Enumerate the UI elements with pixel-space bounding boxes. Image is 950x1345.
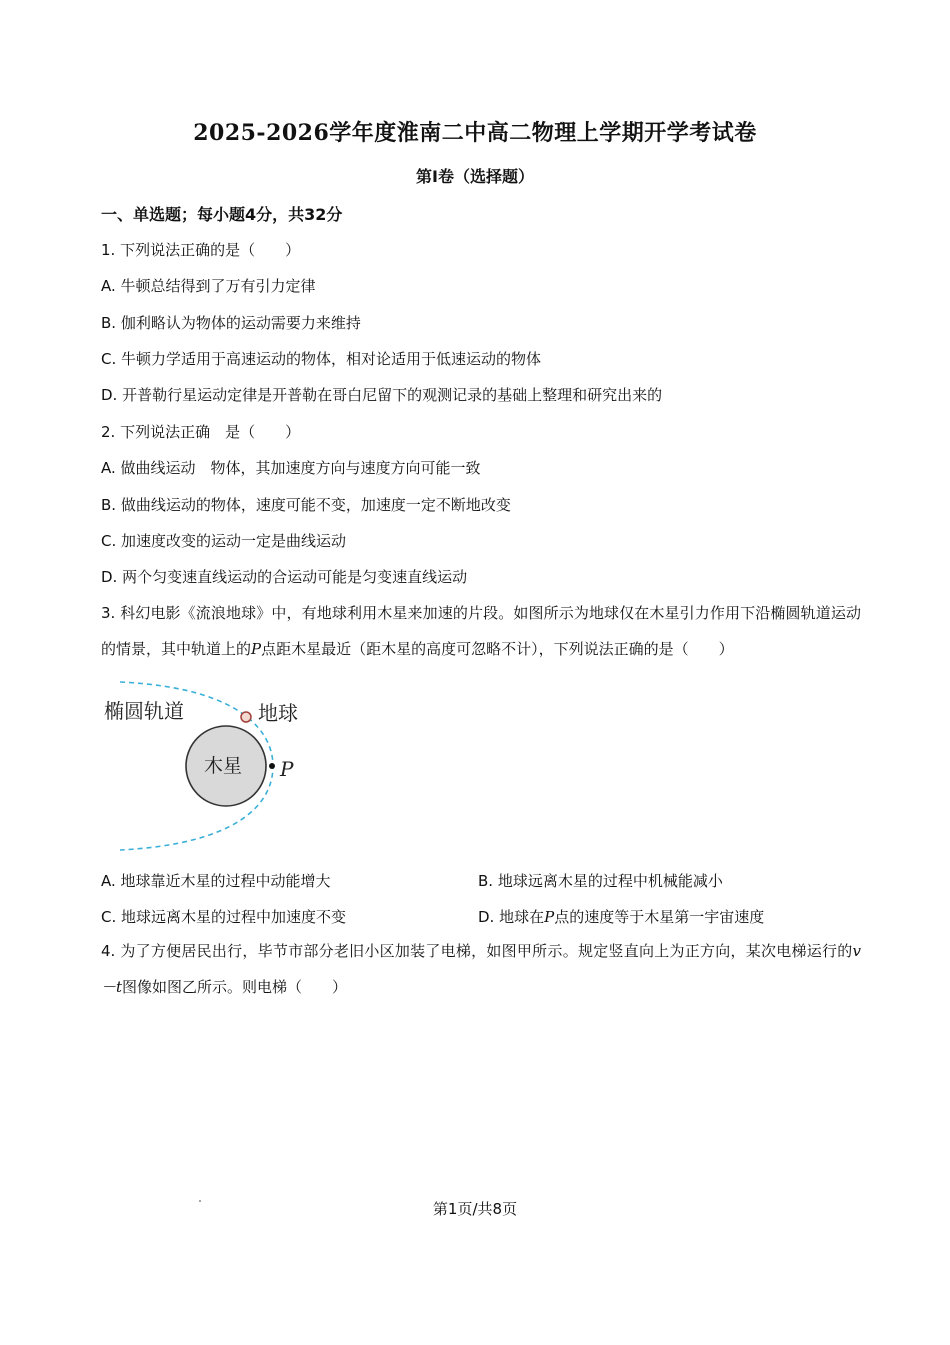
q3-stem-text-2: 点距木星最近（距木星的高度可忽略不计），下列说法正确的是（ ）: [261, 640, 734, 658]
q2-option-b: B. 做曲线运动的物体，速度可能不变，加速度一定不断地改变: [101, 496, 511, 514]
q1-option-d: D. 开普勒行星运动定律是开普勒在哥白尼留下的观测记录的基础上整理和研究出来的: [101, 386, 663, 404]
earth-label: 地球: [258, 701, 298, 725]
q2-option-c: C. 加速度改变的运动一定是曲线运动: [101, 532, 347, 550]
q1-stem: 1. 下列说法正确的是（ ）: [101, 241, 301, 259]
exam-title: 2025-2026学年度淮南二中高二物理上学期开学考试卷: [193, 120, 757, 146]
q2-option-d: D. 两个匀变速直线运动的合运动可能是匀变速直线运动: [101, 568, 468, 586]
q3-stem-var: P: [251, 640, 262, 658]
q3-option-d-var: P: [544, 908, 555, 926]
q4-stem-text-1: 4. 为了方便居民出行，毕节市部分老旧小区加装了电梯，如图甲所示。规定竖直向上为正方向，某次电梯运行的: [101, 942, 853, 960]
q1-option-c: C. 牛顿力学适用于高速运动的物体，相对论适用于低速运动的物体: [101, 350, 542, 368]
point-p-marker: [269, 763, 275, 769]
q3-option-d-text-2: 点的速度等于木星第一宇宙速度: [554, 908, 765, 926]
orbit-label: 椭圆轨道: [104, 699, 184, 723]
page-footer: 第1页/共8页: [432, 1200, 518, 1218]
q4-stem-var: v－t: [101, 942, 861, 996]
section-heading: 一、单选题；每小题4分，共32分: [101, 205, 343, 224]
point-p-label: P: [280, 757, 294, 781]
volume-subtitle: 第Ⅰ卷（选择题）: [416, 167, 534, 186]
q3-stem: [101, 595, 861, 667]
q3-option-d: [478, 906, 764, 927]
q1-option-a: A. 牛顿总结得到了万有引力定律: [101, 277, 316, 295]
q3-option-c: C. 地球远离木星的过程中加速度不变: [101, 908, 347, 926]
q3-option-b: B. 地球远离木星的过程中机械能减小: [478, 872, 723, 890]
q3-option-d-text-1: D. 地球在: [478, 908, 545, 926]
orbit-figure: [98, 676, 318, 860]
q3-option-a: A. 地球靠近木星的过程中动能增大: [101, 872, 331, 890]
q1-option-b: B. 伽利略认为物体的运动需要力来维持: [101, 314, 361, 332]
orbit-diagram: [98, 676, 318, 856]
jupiter-label: 木星: [204, 755, 243, 777]
q3-stem-text-1: 3. 科幻电影《流浪地球》中，有地球利用木星来加速的片段。如图所示为地球仅在木星引力作用下沿椭圆轨道运动的情景，其中轨道上的: [101, 604, 861, 658]
earth-marker: [241, 712, 251, 722]
q2-option-a: A. 做曲线运动 物体，其加速度方向与速度方向可能一致: [101, 459, 481, 477]
q2-stem: 2. 下列说法正确 是（ ）: [101, 423, 301, 441]
q4-stem: [101, 933, 861, 1005]
q4-stem-text-2: 图像如图乙所示。则电梯（ ）: [122, 978, 348, 996]
